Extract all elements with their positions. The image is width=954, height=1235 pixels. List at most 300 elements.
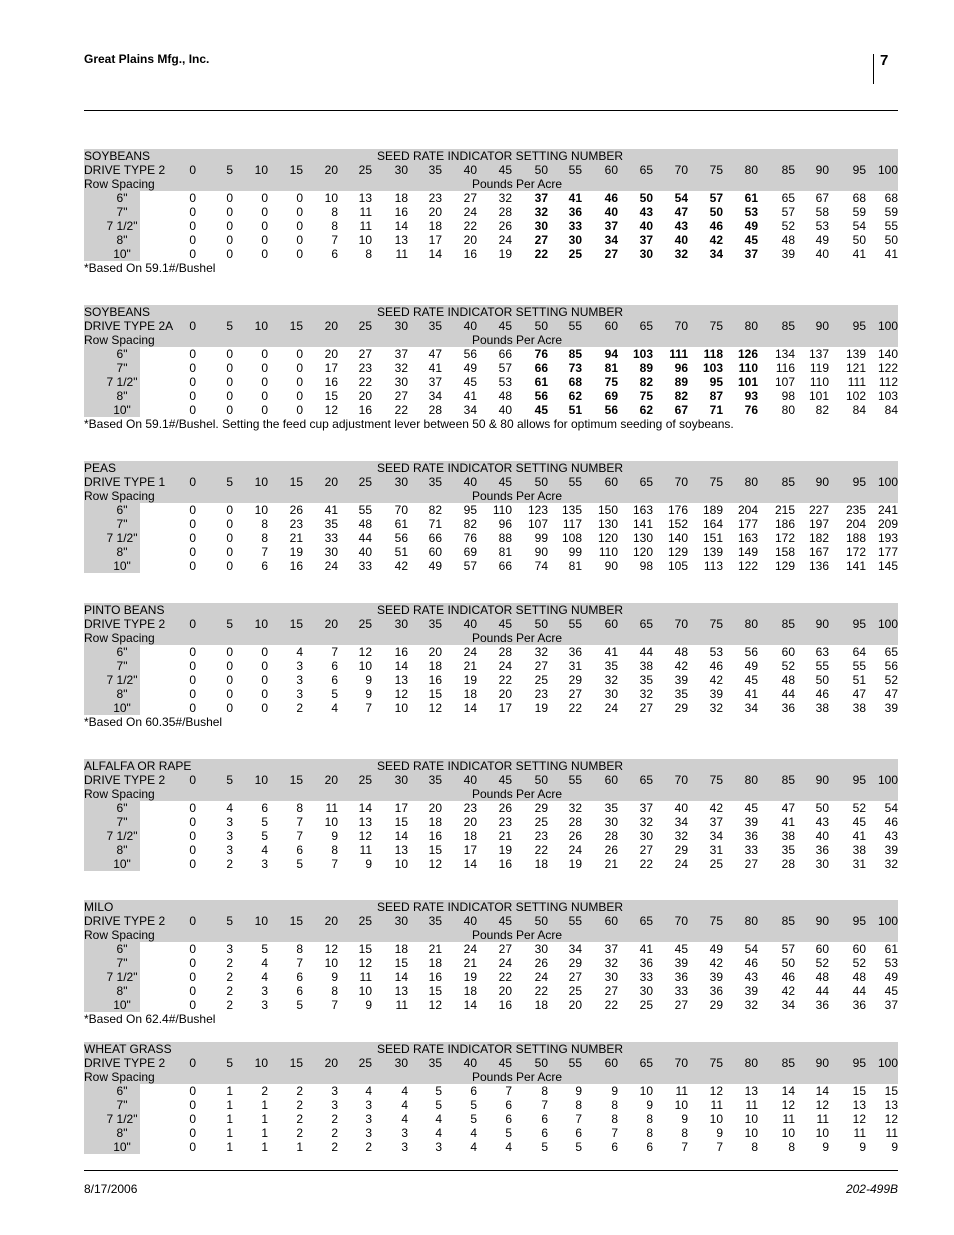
setting-number: 75 [709, 1056, 723, 1070]
row-spacing-label: Row Spacing [84, 928, 155, 942]
rate-value: 50 [815, 673, 829, 687]
rate-value: 28 [781, 857, 795, 871]
seed-rate-header: SEED RATE INDICATOR SETTING NUMBER [377, 1042, 624, 1056]
rate-value: 53 [815, 219, 829, 233]
rate-value: 3 [365, 1098, 372, 1112]
rate-value: 1 [226, 1112, 233, 1126]
setting-number: 50 [534, 475, 548, 489]
rate-value: 30 [604, 815, 618, 829]
setting-number: 30 [394, 475, 408, 489]
rate-value: 4 [470, 1126, 477, 1140]
rate-value: 0 [226, 247, 233, 261]
rate-value: 140 [667, 531, 688, 545]
table-row [84, 815, 898, 829]
rate-value: 15 [358, 942, 372, 956]
rate-value: 235 [845, 503, 866, 517]
rate-value: 30 [639, 829, 653, 843]
setting-number: 70 [674, 773, 688, 787]
rate-value: 2 [331, 1126, 338, 1140]
rate-value: 0 [189, 361, 196, 375]
rate-value: 18 [428, 815, 442, 829]
rate-value: 13 [394, 673, 408, 687]
rate-value: 18 [394, 942, 408, 956]
rate-value: 22 [604, 998, 618, 1012]
rate-value: 2 [365, 1140, 372, 1154]
rate-value: 34 [744, 701, 758, 715]
rate-value: 122 [737, 559, 758, 573]
rate-value: 42 [709, 956, 723, 970]
setting-number: 5 [226, 914, 233, 928]
rate-value: 13 [394, 984, 408, 998]
rate-value: 59 [852, 205, 866, 219]
rate-value: 33 [324, 531, 338, 545]
row-spacing-label: Row Spacing [84, 489, 155, 503]
rate-value: 69 [604, 389, 618, 403]
rate-value: 51 [394, 545, 408, 559]
rate-value: 23 [358, 361, 372, 375]
rate-value: 14 [358, 801, 372, 815]
rate-value: 32 [744, 998, 758, 1012]
rate-value: 44 [639, 645, 653, 659]
rate-value: 31 [709, 843, 723, 857]
setting-number: 40 [463, 1056, 477, 1070]
setting-number: 90 [815, 475, 829, 489]
rate-value: 52 [884, 673, 898, 687]
rate-value: 11 [675, 1084, 688, 1098]
rate-value: 47 [428, 347, 442, 361]
setting-number: 95 [852, 319, 866, 333]
rate-value: 36 [568, 645, 582, 659]
setting-number: 75 [709, 163, 723, 177]
setting-number: 65 [639, 617, 653, 631]
rate-value: 18 [534, 857, 548, 871]
setting-number: 25 [358, 773, 372, 787]
pounds-per-acre-label: Pounds Per Acre [472, 928, 563, 942]
rate-value: 7 [331, 645, 338, 659]
rate-value: 0 [189, 1126, 196, 1140]
rate-value: 60 [852, 942, 866, 956]
setting-number: 60 [604, 617, 618, 631]
setting-number: 100 [877, 914, 898, 928]
rate-value: 0 [189, 829, 196, 843]
rate-value: 0 [296, 219, 303, 233]
setting-number: 10 [254, 773, 268, 787]
rate-value: 2 [296, 1084, 303, 1098]
rate-value: 3 [226, 942, 233, 956]
rate-value: 0 [226, 531, 233, 545]
rate-value: 11 [816, 1112, 829, 1126]
rate-value: 15 [428, 843, 442, 857]
rate-value: 0 [189, 701, 196, 715]
seed-rate-header: SEED RATE INDICATOR SETTING NUMBER [377, 149, 624, 163]
row-spacing-cell [84, 1140, 140, 1154]
rate-value: 117 [562, 517, 582, 531]
row-spacing-cell [84, 517, 140, 531]
rate-value: 50 [884, 233, 898, 247]
rate-value: 4 [331, 701, 338, 715]
rate-value: 29 [568, 956, 582, 970]
rate-value: 3 [226, 843, 233, 857]
row-spacing-cell [84, 233, 140, 247]
rate-value: 26 [289, 503, 303, 517]
rate-value: 16 [289, 559, 303, 573]
crop-name: SOYBEANS [84, 305, 151, 319]
rate-value: 0 [189, 1098, 196, 1112]
rate-value: 22 [534, 843, 548, 857]
rate-value: 44 [815, 984, 829, 998]
rate-value: 43 [639, 205, 653, 219]
setting-number: 65 [639, 914, 653, 928]
rate-value: 39 [709, 970, 723, 984]
rate-value: 68 [884, 191, 898, 205]
crop-name: WHEAT GRASS [84, 1042, 172, 1056]
rate-value: 45 [744, 233, 758, 247]
rate-value: 14 [428, 247, 442, 261]
row-spacing-cell [84, 815, 140, 829]
rate-value: 0 [189, 843, 196, 857]
rate-value: 204 [737, 503, 758, 517]
rate-value: 53 [498, 375, 512, 389]
rate-value: 3 [296, 673, 303, 687]
drive-type: DRIVE TYPE 2 [84, 617, 166, 631]
setting-number: 55 [568, 163, 582, 177]
rate-value: 12 [394, 687, 408, 701]
rate-value: 52 [781, 219, 795, 233]
rate-value: 105 [667, 559, 688, 573]
rate-value: 41 [852, 247, 866, 261]
rate-value: 126 [737, 347, 758, 361]
rate-value: 163 [737, 531, 758, 545]
rate-value: 14 [463, 701, 477, 715]
seed-table-5 [84, 900, 898, 1026]
rate-value: 12 [428, 857, 442, 871]
row-spacing-label: Row Spacing [84, 631, 155, 645]
setting-number: 10 [254, 319, 268, 333]
rate-value: 12 [358, 829, 372, 843]
table-header [84, 900, 898, 942]
rate-value: 0 [189, 659, 196, 673]
rate-value: 10 [254, 503, 268, 517]
table-header [84, 1042, 898, 1084]
rate-value: 44 [852, 984, 866, 998]
rate-value: 22 [498, 673, 512, 687]
rate-value: 84 [852, 403, 866, 417]
rate-value: 45 [744, 801, 758, 815]
rate-value: 6 [646, 1140, 653, 1154]
rate-value: 14 [394, 970, 408, 984]
table-row [84, 205, 898, 219]
rate-value: 38 [781, 829, 795, 843]
rate-value: 5 [331, 687, 338, 701]
rate-value: 32 [568, 801, 582, 815]
rate-value: 66 [498, 559, 512, 573]
rate-value: 45 [744, 673, 758, 687]
rate-value: 24 [498, 233, 512, 247]
rate-value: 55 [852, 659, 866, 673]
setting-number: 40 [463, 914, 477, 928]
rate-value: 43 [674, 219, 688, 233]
seed-table-6 [84, 1042, 898, 1168]
rate-value: 41 [744, 687, 758, 701]
rate-value: 197 [808, 517, 829, 531]
setting-number: 15 [289, 914, 303, 928]
rate-value: 23 [498, 815, 512, 829]
rate-value: 40 [604, 205, 618, 219]
setting-number: 40 [463, 773, 477, 787]
rate-value: 10 [324, 815, 338, 829]
rate-value: 7 [716, 1140, 723, 1154]
rate-value: 10 [324, 191, 338, 205]
rate-value: 34 [674, 815, 688, 829]
rate-value: 35 [781, 843, 795, 857]
rate-value: 164 [702, 517, 723, 531]
rate-value: 51 [568, 403, 582, 417]
rate-value: 30 [604, 687, 618, 701]
rate-value: 37 [428, 375, 442, 389]
rate-value: 103 [877, 389, 898, 403]
rate-value: 34 [463, 403, 477, 417]
setting-number: 70 [674, 475, 688, 489]
rate-value: 145 [877, 559, 898, 573]
rate-value: 56 [884, 659, 898, 673]
row-spacing-cell [84, 389, 140, 403]
rate-value: 5 [541, 1140, 548, 1154]
row-spacing: 7" [116, 1098, 128, 1112]
rate-value: 45 [674, 942, 688, 956]
rate-value: 38 [815, 701, 829, 715]
rate-value: 19 [463, 970, 477, 984]
rate-value: 102 [845, 389, 866, 403]
rate-value: 4 [401, 1084, 408, 1098]
rate-value: 0 [261, 701, 268, 715]
rate-value: 96 [674, 361, 688, 375]
rate-value: 32 [604, 673, 618, 687]
setting-number: 30 [394, 319, 408, 333]
rate-value: 29 [534, 801, 548, 815]
rate-value: 188 [845, 531, 866, 545]
setting-number: 15 [289, 163, 303, 177]
seed-rate-header: SEED RATE INDICATOR SETTING NUMBER [377, 461, 624, 475]
rate-value: 34 [709, 247, 723, 261]
rate-value: 8 [646, 1126, 653, 1140]
rate-value: 58 [815, 205, 829, 219]
rate-value: 82 [463, 517, 477, 531]
rate-value: 3 [226, 815, 233, 829]
rate-value: 10 [815, 1126, 829, 1140]
rate-value: 29 [709, 998, 723, 1012]
rate-value: 35 [604, 801, 618, 815]
setting-number: 65 [639, 163, 653, 177]
setting-number: 80 [744, 914, 758, 928]
setting-number: 50 [534, 1056, 548, 1070]
rate-value: 15 [428, 687, 442, 701]
rate-value: 215 [774, 503, 795, 517]
rate-value: 89 [639, 361, 653, 375]
rate-value: 50 [852, 233, 866, 247]
rate-value: 22 [534, 247, 548, 261]
rate-value: 32 [639, 687, 653, 701]
rate-value: 209 [877, 517, 898, 531]
rate-value: 5 [296, 857, 303, 871]
rate-value: 32 [534, 205, 548, 219]
rate-value: 8 [541, 1084, 548, 1098]
rate-value: 4 [401, 1112, 408, 1126]
rate-value: 56 [604, 403, 618, 417]
rate-value: 189 [702, 503, 723, 517]
rate-value: 122 [877, 361, 898, 375]
rate-value: 0 [189, 1112, 196, 1126]
rate-value: 0 [226, 375, 233, 389]
rate-value: 25 [639, 998, 653, 1012]
rate-value: 0 [261, 687, 268, 701]
table-row [84, 984, 898, 998]
row-spacing-cell [84, 361, 140, 375]
rate-value: 52 [852, 801, 866, 815]
rate-value: 11 [395, 998, 408, 1012]
rate-value: 28 [568, 815, 582, 829]
rate-value: 1 [261, 1126, 268, 1140]
rate-value: 6 [505, 1098, 512, 1112]
rate-value: 47 [884, 687, 898, 701]
setting-number: 30 [394, 1056, 408, 1070]
rate-value: 19 [498, 247, 512, 261]
rate-value: 7 [296, 956, 303, 970]
rate-value: 48 [781, 233, 795, 247]
rate-value: 20 [568, 998, 582, 1012]
pounds-per-acre-label: Pounds Per Acre [472, 787, 563, 801]
setting-number: 100 [877, 1056, 898, 1070]
setting-number: 5 [226, 1056, 233, 1070]
table-row [84, 1084, 898, 1098]
setting-number: 25 [358, 617, 372, 631]
row-spacing-cell [84, 1112, 140, 1126]
rate-value: 8 [365, 247, 372, 261]
table-row [84, 531, 898, 545]
rate-value: 135 [561, 503, 582, 517]
rate-value: 10 [639, 1084, 653, 1098]
rate-value: 186 [774, 517, 795, 531]
rate-value: 41 [639, 942, 653, 956]
rate-value: 101 [808, 389, 829, 403]
rate-value: 15 [852, 1084, 866, 1098]
rate-value: 134 [774, 347, 795, 361]
setting-number: 35 [428, 914, 442, 928]
rate-value: 65 [781, 191, 795, 205]
rate-value: 172 [774, 531, 795, 545]
rate-value: 32 [674, 829, 688, 843]
setting-number: 20 [324, 914, 338, 928]
row-spacing: 6" [116, 191, 128, 205]
rate-value: 29 [674, 701, 688, 715]
setting-number: 65 [639, 475, 653, 489]
row-spacing-cell [84, 970, 140, 984]
rate-value: 9 [611, 1084, 618, 1098]
rate-value: 68 [852, 191, 866, 205]
rate-value: 75 [639, 389, 653, 403]
rate-value: 12 [358, 956, 372, 970]
rate-value: 40 [815, 247, 829, 261]
rate-value: 11 [710, 1098, 723, 1112]
rate-value: 50 [815, 801, 829, 815]
rate-value: 5 [575, 1140, 582, 1154]
rate-value: 16 [463, 247, 477, 261]
rate-value: 24 [324, 559, 338, 573]
rate-value: 54 [884, 801, 898, 815]
rate-value: 36 [815, 998, 829, 1012]
rate-value: 48 [674, 645, 688, 659]
setting-number: 20 [324, 163, 338, 177]
rate-value: 11 [359, 843, 372, 857]
rate-value: 18 [463, 687, 477, 701]
rate-value: 53 [744, 205, 758, 219]
setting-number: 10 [254, 617, 268, 631]
rate-value: 27 [463, 191, 477, 205]
rate-value: 3 [261, 857, 268, 871]
row-spacing-label: Row Spacing [84, 1070, 155, 1084]
setting-number: 25 [358, 163, 372, 177]
rate-value: 23 [534, 687, 548, 701]
rate-value: 101 [737, 375, 758, 389]
rate-value: 25 [534, 673, 548, 687]
rate-value: 6 [541, 1126, 548, 1140]
rate-value: 0 [189, 687, 196, 701]
setting-number: 55 [568, 914, 582, 928]
rate-value: 15 [324, 389, 338, 403]
rate-value: 27 [639, 701, 653, 715]
rate-value: 11 [853, 1126, 866, 1140]
rate-value: 49 [428, 559, 442, 573]
rate-value: 0 [226, 403, 233, 417]
rate-value: 11 [359, 970, 372, 984]
rate-value: 13 [852, 1098, 866, 1112]
rate-value: 44 [358, 531, 372, 545]
setting-number: 70 [674, 1056, 688, 1070]
rate-value: 9 [891, 1140, 898, 1154]
rate-value: 56 [534, 389, 548, 403]
rate-value: 120 [632, 545, 653, 559]
rate-value: 49 [463, 361, 477, 375]
rate-value: 0 [226, 389, 233, 403]
rate-value: 30 [639, 984, 653, 998]
seed-rate-header: SEED RATE INDICATOR SETTING NUMBER [377, 603, 624, 617]
setting-number: 80 [744, 1056, 758, 1070]
rate-value: 6 [261, 801, 268, 815]
rate-value: 10 [394, 857, 408, 871]
rate-value: 82 [815, 403, 829, 417]
rate-value: 62 [568, 389, 582, 403]
rate-value: 8 [681, 1126, 688, 1140]
rate-value: 41 [463, 389, 477, 403]
rate-value: 30 [815, 857, 829, 871]
rate-value: 34 [604, 233, 618, 247]
rate-value: 9 [331, 829, 338, 843]
rate-value: 24 [498, 659, 512, 673]
rate-value: 16 [498, 998, 512, 1012]
rate-value: 0 [189, 970, 196, 984]
setting-number: 5 [226, 617, 233, 631]
setting-number: 75 [709, 617, 723, 631]
table-header [84, 603, 898, 645]
rate-value: 36 [744, 829, 758, 843]
setting-number: 10 [254, 475, 268, 489]
rate-value: 11 [325, 801, 338, 815]
seed-table-2 [84, 461, 898, 587]
setting-number: 70 [674, 319, 688, 333]
rate-value: 5 [470, 1098, 477, 1112]
rate-value: 141 [845, 559, 866, 573]
rate-value: 4 [435, 1126, 442, 1140]
rate-value: 35 [674, 687, 688, 701]
